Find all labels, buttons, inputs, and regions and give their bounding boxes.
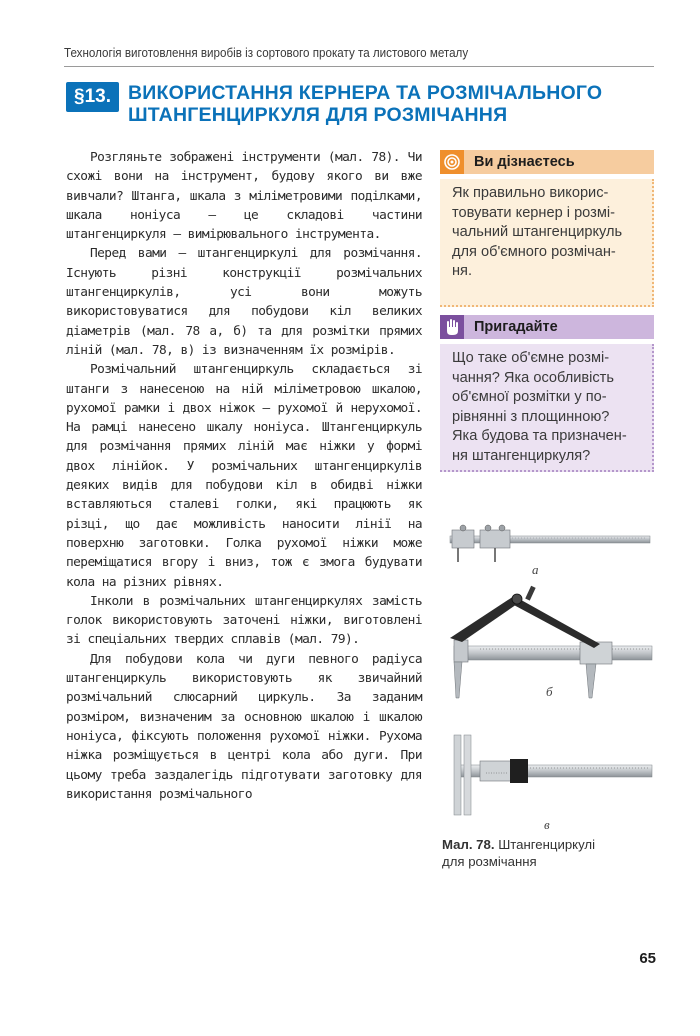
page-number: 65: [639, 950, 656, 967]
box-line: рівнянні з площинною?: [452, 408, 610, 425]
paragraph: Перед вами — штангенциркулі для розмічання. Існують різні конструкції розмічальних штангенциркулів, усі вони можуть використовуватися для побудови кіл великих діаметрів (мал. 78 а, б) та для розмітки прямих ліній (мал. 78, в) із визначенням їх розмірів.: [66, 246, 422, 358]
figure-letter-v: в: [544, 817, 550, 832]
caliper-v-illustration: [440, 725, 654, 825]
section-title: [128, 82, 648, 126]
box-line: ня.: [452, 263, 473, 280]
figure-caliper-b: [440, 580, 654, 705]
paragraph: Для побудови кола чи дуги певного радіуса штангенциркуль використовують як звичайний розмічальний слюсарний циркуль. За заданим розміром, визначеним за основною шкалою і шкалою ноніуса, фіксують положення рухомої ніжки. Рухома ніжка розміщується в центрі кола або дуги. При цьому треба заздалегідь підготувати заготовку для використання розмічального: [66, 651, 422, 802]
main-text-column: [66, 148, 422, 804]
paragraph: Інколи в розмічальних штангенциркулях замість голок використовують заточені ніжки, виготовлені зі спеціальних твердих сплавів (мал. 79).: [66, 593, 422, 648]
recall-heading: Пригадайте: [474, 319, 558, 335]
recall-header: [440, 315, 654, 339]
hand-icon: [440, 315, 464, 339]
running-header: Технологія виготовлення виробів із сортового прокату та листового металу: [64, 46, 469, 60]
box-line: Що таке об'ємне розмі-: [452, 350, 610, 366]
box-line: об'ємної розмітки у по-: [452, 389, 607, 406]
you-will-learn-text: [440, 179, 654, 307]
header-divider: [64, 66, 654, 67]
caliper-a-illustration: [440, 512, 654, 572]
recall-text: [440, 344, 654, 472]
box-line: товувати кернер і розмі-: [452, 204, 615, 221]
box-line: Як правильно викорис-: [452, 185, 609, 201]
figure-caption-number: Мал. 78.: [442, 837, 495, 852]
figure-letter-b: б: [546, 684, 553, 699]
box-line: ня штангенциркуля?: [452, 447, 591, 464]
recall-box: [440, 315, 654, 472]
you-will-learn-header: [440, 150, 654, 174]
section-title-line-1: ВИКОРИСТАННЯ КЕРНЕРА ТА РОЗМІЧАЛЬНОГО: [128, 82, 603, 104]
box-line: чання? Яка особливість: [452, 369, 614, 386]
box-line: для об'ємного розмічан-: [452, 243, 616, 260]
you-will-learn-box: [440, 150, 654, 307]
section-number-badge: §13.: [66, 82, 119, 112]
figure-caption-line-2: для розмічання: [442, 854, 537, 869]
target-icon: [440, 150, 464, 174]
box-line: чальний штангенциркуль: [452, 224, 623, 241]
you-will-learn-heading: Ви дізнаєтесь: [474, 154, 575, 170]
figure-letter-a: а: [532, 562, 539, 577]
paragraph: Розмічальний штангенциркуль складається зі штанги з нанесеною на ній міліметровою шкалою, рухомої рамки і двох ніжок — рухомої й нерухомої. На рамці нанесено шкалу ноніуса. Штангенциркуль для розмічання прямих ліній має ніжки у формі двох лінійок. У розмічальних штангенциркулів деяких видів для побудови кіл в обидві ніжки вставляються сталеві голки, які працюють як різці, що дає можливість наносити лінії на поверхню заготовки. Голка рухомої ніжки може переміщатися вгору і вниз, тож є змога будувати кола на різних рівнях.: [66, 362, 422, 590]
paragraph: Розгляньте зображені інструменти (мал. 78). Чи схожі вони на інструмент, будову якого ви вже вивчали? Штанга, шкала з міліметровими поділками, шкала ноніуса — це складові частини штангенциркуля — вимірювального інструмента.: [66, 150, 422, 243]
section-title-line-2: ШТАНГЕНЦИРКУЛЯ ДЛЯ РОЗМІЧАННЯ: [128, 104, 508, 126]
figure-caption: [442, 836, 657, 870]
figure-caption-text: Штангенциркулі: [494, 837, 596, 852]
figure-caliper-a: [440, 512, 654, 577]
figure-caliper-v: [440, 725, 654, 832]
box-line: Яка будова та призначен-: [452, 428, 627, 445]
